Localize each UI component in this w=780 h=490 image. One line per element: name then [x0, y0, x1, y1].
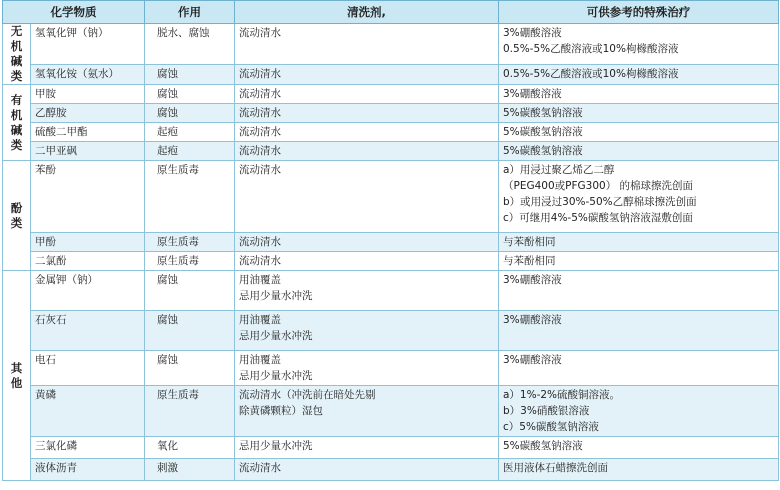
treatment-cell: [499, 386, 779, 437]
wash-line: 流动清水: [239, 88, 281, 100]
category-cell: [3, 85, 31, 161]
treatment-line: b）3%硝酸银溶液: [503, 405, 590, 417]
table-row: [3, 24, 779, 65]
wash-line: 忌用少量水冲洗: [239, 440, 313, 452]
header-substance: 化学物质: [3, 1, 145, 24]
effect-cell: 脱水、腐蚀: [145, 24, 235, 65]
category-label: 有机碱类: [10, 92, 23, 152]
wash-cell: [235, 161, 499, 233]
wash-line: 流动清水: [239, 107, 281, 119]
treatment-cell: [499, 142, 779, 161]
category-cell: [3, 271, 31, 481]
wash-line: 流动清水: [239, 68, 281, 81]
treatment-line: a）1%-2%硫酸铜溶液。: [503, 389, 621, 401]
wash-line: 忌用少量水冲洗: [239, 330, 313, 342]
wash-line: 流动清水: [239, 145, 281, 157]
wash-cell: [235, 85, 499, 104]
treatment-line: 与苯酚相同: [503, 236, 556, 248]
table-row: [3, 437, 779, 459]
treatment-line: 0.5%-5%乙酸溶液或10%枸橼酸溶液: [503, 43, 679, 55]
wash-line: 用油覆盖: [239, 274, 281, 286]
treatment-cell: [499, 65, 779, 85]
wash-cell: [235, 351, 499, 386]
treatment-line: b）或用浸过30%-50%乙醇棉球擦洗创面: [503, 196, 697, 208]
treatment-line: 5%碳酸氢钠溶液: [503, 440, 583, 452]
treatment-line: 3%硼酸溶液: [503, 314, 562, 326]
wash-line: 流动清水（冲洗前在暗处先剔: [239, 389, 376, 401]
treatment-line: 3%硼酸溶液: [503, 27, 562, 39]
wash-cell: [235, 271, 499, 311]
table-row: [3, 351, 779, 386]
treatment-cell: [499, 351, 779, 386]
table-row: [3, 142, 779, 161]
effect-cell: 原生质毒: [145, 386, 235, 437]
wash-line: 流动清水: [239, 236, 281, 248]
table-row: [3, 271, 779, 311]
category-label: 无机碱类: [10, 24, 23, 83]
wash-cell: [235, 233, 499, 252]
effect-cell: 刺激: [145, 459, 235, 481]
wash-cell: [235, 104, 499, 123]
header-wash: 清洗剂,: [235, 1, 499, 24]
effect-cell: 腐蚀: [145, 85, 235, 104]
wash-line: 忌用少量水冲洗: [239, 290, 313, 302]
table-body: [3, 24, 779, 481]
wash-line: 除黄磷颗粒）湿包: [239, 405, 323, 417]
substance-cell: 金属钾（钠）: [31, 271, 145, 311]
category-label: 其他: [10, 360, 23, 390]
treatment-line: c）可继用4%-5%碳酸氢钠溶液湿敷创面: [503, 212, 693, 224]
treatment-line: 与苯酚相同: [503, 255, 556, 267]
treatment-line: （PEG400或PFG300） 的棉球擦洗创面: [503, 180, 694, 192]
treatment-cell: [499, 252, 779, 271]
effect-cell: 腐蚀: [145, 271, 235, 311]
substance-cell: 硫酸二甲酯: [31, 123, 145, 142]
header-effect: 作用: [145, 1, 235, 24]
treatment-line: 5%碳酸氢钠溶液: [503, 107, 583, 119]
wash-line: 流动清水: [239, 255, 281, 267]
substance-cell: 甲胺: [31, 85, 145, 104]
effect-cell: 腐蚀: [145, 311, 235, 351]
treatment-line: 3%硼酸溶液: [503, 354, 562, 366]
table-row: [3, 386, 779, 437]
substance-cell: 二氯酚: [31, 252, 145, 271]
wash-cell: [235, 386, 499, 437]
treatment-cell: [499, 437, 779, 459]
effect-cell: 原生质毒: [145, 252, 235, 271]
wash-cell: [235, 459, 499, 481]
wash-line: 忌用少量水冲洗: [239, 370, 313, 382]
treatment-line: a）用浸过聚乙烯乙二醇: [503, 164, 615, 176]
table-row: [3, 459, 779, 481]
treatment-cell: [499, 24, 779, 65]
treatment-line: 0.5%-5%乙酸溶液或10%枸橼酸溶液: [503, 68, 679, 81]
table-row: [3, 104, 779, 123]
treatment-line: 5%碳酸氢钠溶液: [503, 126, 583, 138]
treatment-cell: [499, 123, 779, 142]
wash-line: 用油覆盖: [239, 354, 281, 366]
table-row: [3, 65, 779, 85]
treatment-line: 3%硼酸溶液: [503, 274, 562, 286]
wash-cell: [235, 24, 499, 65]
effect-cell: 原生质毒: [145, 233, 235, 252]
effect-cell: 氧化: [145, 437, 235, 459]
wash-cell: [235, 142, 499, 161]
wash-line: 流动清水: [239, 462, 281, 474]
treatment-cell: [499, 233, 779, 252]
wash-line: 流动清水: [239, 164, 281, 176]
treatment-line: 医用液体石蜡擦洗创面: [503, 462, 608, 474]
table-header-row: [3, 1, 779, 24]
substance-cell: 氢氧化钾（钠）: [31, 24, 145, 65]
chemical-burn-table: [2, 0, 779, 481]
substance-cell: 石灰石: [31, 311, 145, 351]
table-row: [3, 252, 779, 271]
effect-cell: 起疱: [145, 123, 235, 142]
table-row: [3, 123, 779, 142]
wash-cell: [235, 252, 499, 271]
substance-cell: 黄磷: [31, 386, 145, 437]
treatment-line: 5%碳酸氢钠溶液: [503, 145, 583, 157]
category-cell: [3, 161, 31, 271]
treatment-cell: [499, 271, 779, 311]
wash-cell: [235, 123, 499, 142]
category-label: 酚类: [10, 200, 23, 230]
treatment-line: c）5%碳酸氢钠溶液: [503, 421, 599, 433]
substance-cell: 三氯化磷: [31, 437, 145, 459]
treatment-cell: [499, 161, 779, 233]
table-row: [3, 85, 779, 104]
substance-cell: 氢氧化铵（氨水）: [31, 65, 145, 85]
treatment-cell: [499, 85, 779, 104]
effect-cell: 腐蚀: [145, 351, 235, 386]
wash-line: 流动清水: [239, 126, 281, 138]
header-treatment: 可供参考的特殊治疗: [499, 1, 779, 24]
substance-cell: 乙醇胺: [31, 104, 145, 123]
substance-cell: 液体沥青: [31, 459, 145, 481]
substance-cell: 电石: [31, 351, 145, 386]
category-cell: [3, 24, 31, 85]
wash-line: 流动清水: [239, 27, 281, 39]
treatment-line: 3%硼酸溶液: [503, 88, 562, 100]
effect-cell: 腐蚀: [145, 104, 235, 123]
effect-cell: 起疱: [145, 142, 235, 161]
treatment-cell: [499, 311, 779, 351]
wash-cell: [235, 311, 499, 351]
substance-cell: 苯酚: [31, 161, 145, 233]
substance-cell: 二甲亚砜: [31, 142, 145, 161]
effect-cell: 腐蚀: [145, 65, 235, 85]
effect-cell: 原生质毒: [145, 161, 235, 233]
wash-cell: [235, 65, 499, 85]
table-row: [3, 233, 779, 252]
treatment-cell: [499, 459, 779, 481]
table-row: [3, 161, 779, 233]
wash-cell: [235, 437, 499, 459]
substance-cell: 甲酚: [31, 233, 145, 252]
wash-line: 用油覆盖: [239, 314, 281, 326]
treatment-cell: [499, 104, 779, 123]
table-row: [3, 311, 779, 351]
